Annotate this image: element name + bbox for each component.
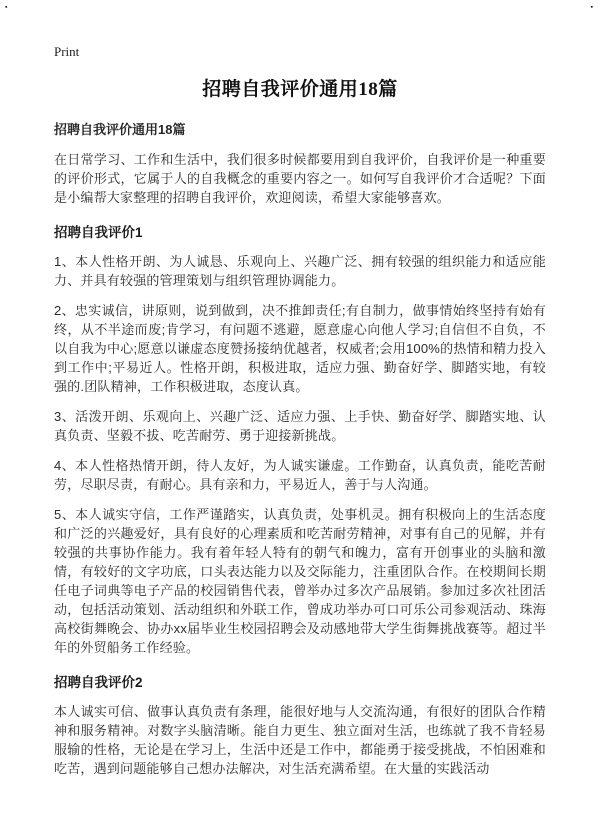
document-subtitle: 招聘自我评价通用18篇: [54, 122, 186, 137]
print-label[interactable]: Print: [54, 44, 80, 59]
paragraph: 2、忠实诚信，讲原则，说到做到，决不推卸责任;有自制力，做事情始终坚持有始有终，从不半途而废;肯学习，有问题不逃避，愿意虚心向他人学习;自信但不自负，不以自我为中心;愿意以谦虚态度赞扬接纳优越者，权威者;会用100%的热情和精力投入到工作中;平易近人。性格开朗，积极进取，适应力强、勤奋好学、脚踏实地，有较强的.团队精神，工作积极进取，态度认真。: [54, 303, 546, 394]
corner-mark-icon: ▪: [590, 4, 593, 11]
page-title: 招聘自我评价通用18篇: [202, 79, 398, 100]
paragraph: 4、本人性格热情开朗，待人友好，为人诚实谦虚。工作勤奋，认真负责，能吃苦耐劳，尽职尽责，有耐心。具有亲和力，平易近人，善于与人沟通。: [54, 458, 546, 492]
intro-paragraph: 在日常学习、工作和生活中，我们很多时候都要用到自我评价，自我评价是一种重要的评价形式，它属于人的自我概念的重要内容之一。如何写自我评价才合适呢？下面是小编帮大家整理的招聘自我评价，欢迎阅读，希望大家能够喜欢。: [54, 152, 546, 205]
corner-mark-icon: ▪: [5, 4, 8, 11]
paragraph: 1、本人性格开朗、为人诚恳、乐观向上、兴趣广泛、拥有较强的组织能力和适应能力、并具有较强的管理策划与组织管理协调能力。: [54, 254, 546, 288]
section-heading-2: 招聘自我评价2: [54, 675, 143, 690]
paragraph: 5、本人诚实守信，工作严谨踏实，认真负责，处事机灵。拥有积极向上的生活态度和广泛的兴趣爱好，具有良好的心理素质和吃苦耐劳精神，对事有自己的见解，并有较强的共事协作能力。我有着年轻人特有的朝气和魄力，富有开创事业的头脑和激情，有较好的文字功底，口头表达能力以及交际能力，注重团队合作。在校期间长期任电子词典等电子产品的校园销售代表，曾举办过多次产品展销。参加过多次社团活动，包括活动策划、活动组织和外联工作，曾成功举办可口可乐公司参观活动、珠海高校街舞晚会、协办xx届毕业生校园招聘会及动感地带大学生街舞挑战赛等。超过半年的外贸船务工作经验。: [54, 507, 546, 655]
section-heading-1: 招聘自我评价1: [54, 225, 143, 240]
paragraph: 本人诚实可信、做事认真负责有条理，能很好地与人交流沟通，有很好的团队合作精神和服务精神。对数字头脑清晰。能自力更生、独立面对生活，也练就了我不肯轻易服输的性格，无论是在学习上，生活中还是工作中，都能勇于接受挑战，不怕困难和吃苦，遇到问题能够自己想办法解决，对生活充满希望。在大量的实践活动: [54, 704, 546, 776]
paragraph: 3、活泼开朗、乐观向上、兴趣广泛、适应力强、上手快、勤奋好学、脚踏实地、认真负责、坚毅不拔、吃苦耐劳、勇于迎接新挑战。: [54, 409, 546, 443]
